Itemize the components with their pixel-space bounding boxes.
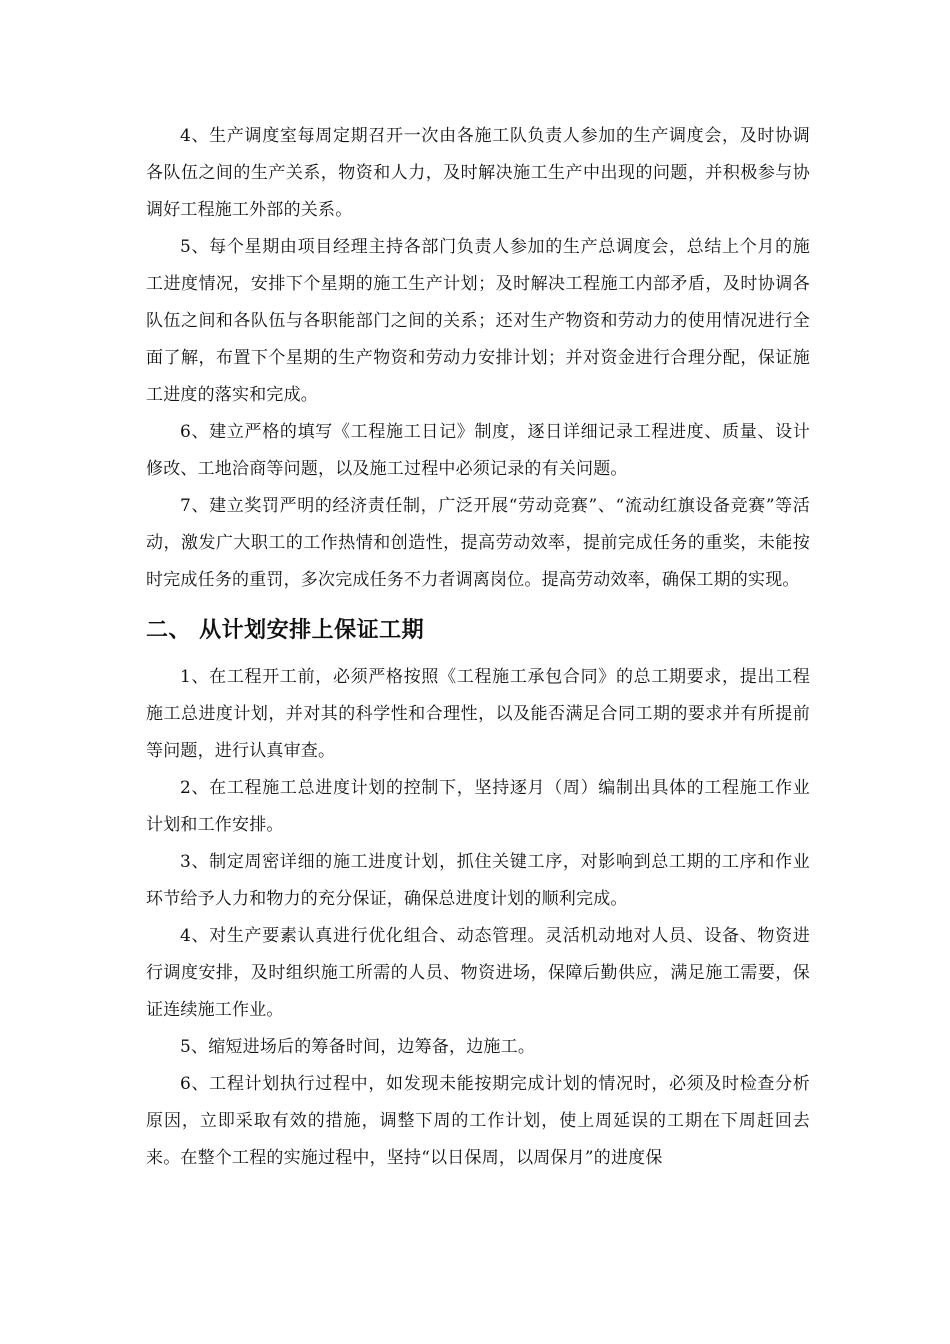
paragraph-plan-4: 4、对生产要素认真进行优化组合、动态管理。灵活机动地对人员、设备、物资进行调度安排，及时组织施工所需的人员、物资进场，保障后勤供应，满足施工需要，保证连续施工作业。 [146, 926, 810, 1020]
paragraph-item-4: 4、生产调度室每周定期召开一次由各施工队负责人参加的生产调度会，及时协调各队伍之间的生产关系，物资和人力，及时解决施工生产中出现的问题，并积极参与协调好工程施工外部的关系。 [146, 126, 810, 220]
paragraph-item-6: 6、建立严格的填写《工程施工日记》制度，逐日详细记录工程进度、质量、设计修改、工地洽商等问题，以及施工过程中必须记录的有关问题。 [146, 422, 810, 479]
paragraph-plan-1: 1、在工程开工前，必须严格按照《工程施工承包合同》的总工期要求，提出工程施工总进度计划，并对其的科学性和合理性，以及能否满足合同工期的要求并有所提前等问题，进行认真审查。 [146, 667, 810, 761]
paragraph-plan-6: 6、工程计划执行过程中，如发现未能按期完成计划的情况时，必须及时检查分析原因，立即采取有效的措施，调整下周的工作计划，使上周延误的工期在下周赶回去来。在整个工程的实施过程中，坚持“以日保周，以周保月”的进度保 [146, 1074, 810, 1168]
section-heading: 二、 从计划安排上保证工期 [146, 618, 425, 643]
paragraph-item-5: 5、每个星期由项目经理主持各部门负责人参加的生产总调度会，总结上个月的施工进度情况，安排下个星期的施工生产计划；及时解决工程施工内部矛盾，及时协调各队伍之间和各队伍与各职能部门之间的关系；还对生产物资和劳动力的使用情况进行全面了解，布置下个星期的生产物资和劳动力安排计划；并对资金进行合理分配，保证施工进度的落实和完成。 [146, 237, 810, 405]
document-page [146, 118, 810, 1177]
paragraph-plan-2: 2、在工程施工总进度计划的控制下，坚持逐月（周）编制出具体的工程施工作业计划和工作安排。 [146, 778, 810, 835]
paragraph-plan-5: 5、缩短进场后的筹备时间，边筹备，边施工。 [180, 1037, 536, 1057]
paragraph-item-7: 7、建立奖罚严明的经济责任制，广泛开展“劳动竞赛”、“流动红旗设备竞赛”等活动，激发广大职工的工作热情和创造性，提高劳动效率，提前完成任务的重奖，未能按时完成任务的重罚，多次完成任务不力者调离岗位。提高劳动效率，确保工期的实现。 [146, 496, 810, 590]
paragraph-plan-3: 3、制定周密详细的施工进度计划，抓住关键工序，对影响到总工期的工序和作业环节给予人力和物力的充分保证，确保总进度计划的顺利完成。 [146, 852, 810, 909]
